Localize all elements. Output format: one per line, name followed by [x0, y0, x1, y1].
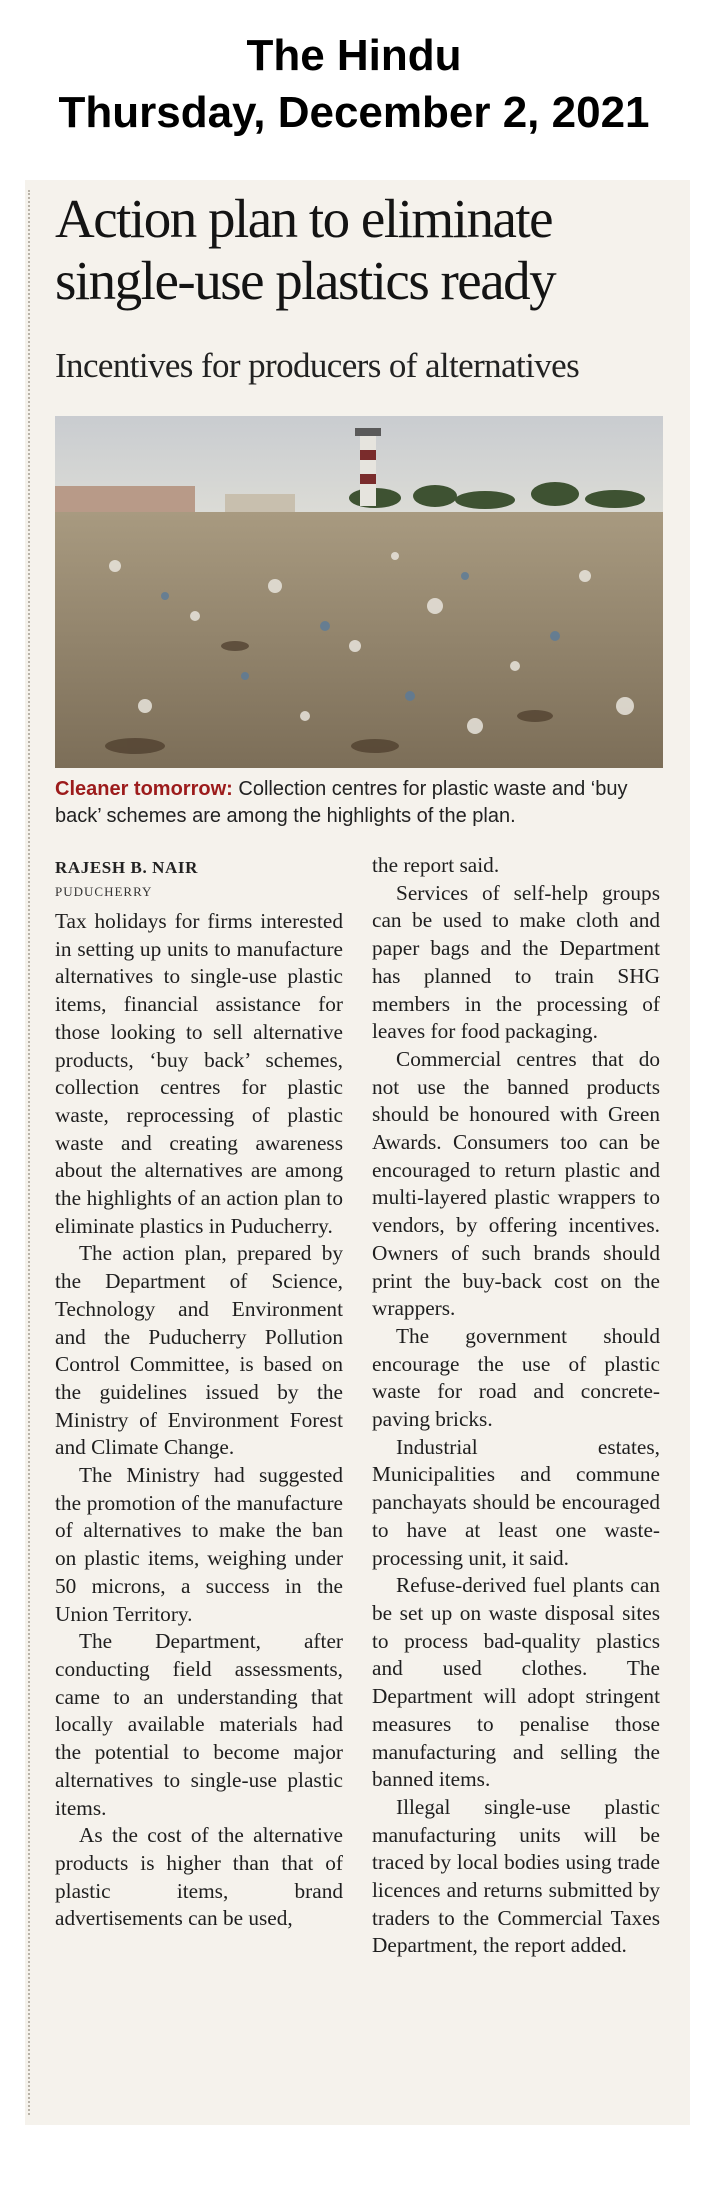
dateline: PUDUCHERRY [55, 884, 153, 899]
paragraph: Refuse-derived fuel plants can be set up on waste disposal sites to process bad-quality plastics and used clothes. The Department will adopt stringent measures to penalise those manufacturing and selling the banned items. [372, 1573, 660, 1792]
publication-name: The Hindu [246, 31, 462, 80]
article-headline: Action plan to eliminate single-use plastics ready [55, 188, 556, 311]
caption-text: Collection centres for plastic waste and ‘buy back’ schemes are among the highlights of the plan. [55, 778, 628, 827]
paragraph: The Ministry had suggested the promotion of the manufacture of alternatives to make the ban on plastic items, weighing under 50 microns, a success in the Union Territory. [55, 1463, 343, 1626]
byline: RAJESH B. NAIR [55, 858, 199, 877]
article-column-left [55, 908, 343, 1933]
paragraph: Industrial estates, Municipalities and commune panchayats should be encouraged to have at least one waste-processing unit, it said. [372, 1434, 660, 1570]
paragraph: the report said. [372, 853, 500, 877]
column-rule [28, 190, 30, 2115]
paragraph: Commercial centres that do not use the banned products should be honoured with Green Awards. Consumers too can be encouraged to return plastic and multi-layered plastic wrappers to vendors, by offering incentives. Owners of such brands should print the buy-back cost on the wrappers. [372, 1046, 660, 1321]
article-column-right [372, 852, 660, 1960]
paragraph: Tax holidays for firms interested in setting up units to manufacture alternatives to single-use plastic items, financial assistance for those looking to sell alternative products, ‘buy back’ schemes, collection centres for plastic waste, reprocessing of plastic waste and creating awareness about the alternatives are among the highlights of an action plan to eliminate plastics in Puducherry. [55, 909, 343, 1238]
paragraph: Illegal single-use plastic manufacturing units will be traced by local bodies using trade licences and returns submitted by traders to the Commercial Taxes Department, the report added. [372, 1794, 660, 1958]
paragraph: As the cost of the alternative products is higher than that of plastic items, brand advertisements can be used, [55, 1823, 343, 1931]
photo-caption [55, 776, 675, 830]
paragraph: The Department, after conducting field assessments, came to an understanding that locally available materials had the potential to become major alternatives to single-use plastic items. [55, 1629, 343, 1820]
paragraph: Services of self-help groups can be used to make cloth and paper bags and the Department has planned to train SHG members in the processing of leaves for food packaging. [372, 880, 660, 1044]
article-photo [55, 416, 663, 768]
paragraph: The government should encourage the use of plastic waste for road and concrete-paving bricks. [372, 1323, 660, 1432]
caption-kicker: Cleaner tomorrow: [55, 778, 233, 800]
masthead [0, 28, 708, 142]
paragraph: The action plan, prepared by the Department of Science, Technology and Environment and the Puducherry Pollution Control Committee, is based on the guidelines issued by the Ministry of Environment Forest and Climate Change. [55, 1241, 343, 1460]
article-subheadline: Incentives for producers of alternatives [55, 346, 580, 385]
publication-date: Thursday, December 2, 2021 [58, 88, 650, 137]
